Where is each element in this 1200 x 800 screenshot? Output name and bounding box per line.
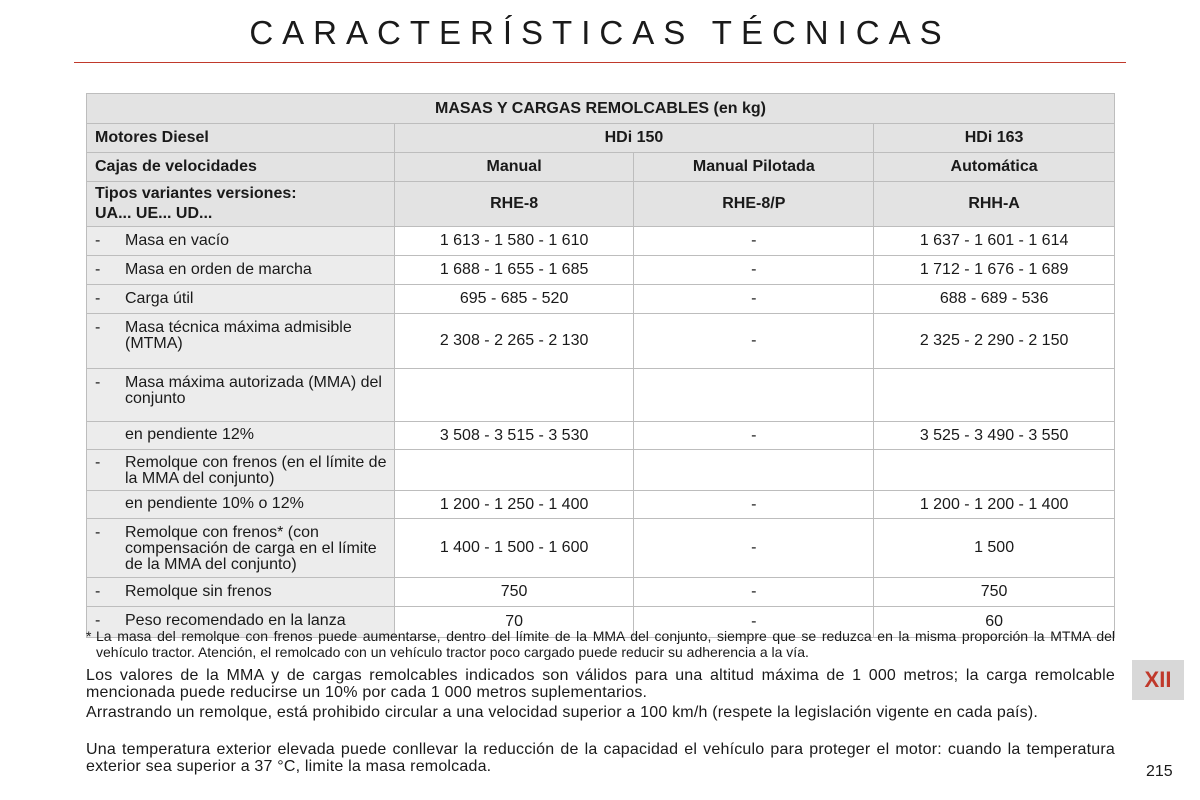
- value-rhha: [874, 450, 1115, 491]
- value-rhe8p: -: [634, 227, 874, 256]
- value-rhe8: 3 508 - 3 515 - 3 530: [394, 422, 634, 450]
- value-rhha: 750: [874, 578, 1115, 607]
- value-rhe8: 1 200 - 1 250 - 1 400: [394, 491, 634, 519]
- row-dash: -: [95, 261, 101, 278]
- value-rhe8: [394, 369, 634, 422]
- value-rhha: [874, 369, 1115, 422]
- row-dash: -: [95, 524, 101, 541]
- value-rhha: 1 200 - 1 200 - 1 400: [874, 491, 1115, 519]
- gearbox-label: Cajas de velocidades: [87, 153, 395, 182]
- row-label: Masa técnica máxima admisible (MTMA): [125, 319, 352, 352]
- row-label: Remolque con frenos (en el límite de la MMA del conjunto): [125, 454, 387, 487]
- row-dash: -: [95, 454, 101, 471]
- row-dash: -: [95, 290, 101, 307]
- table-row: [87, 491, 1115, 519]
- value-rhha: 1 500: [874, 519, 1115, 578]
- title-divider: [74, 62, 1126, 63]
- value-rhe8: 750: [394, 578, 634, 607]
- row-dash: -: [95, 232, 101, 249]
- footnote-text: La masa del remolque con frenos puede aumentarse, dentro del límite de la MMA del conjunto, siempre que se reduzca en la misma proporción la MTMA del vehículo tractor. Atención, el remolcado con un vehículo tractor poco cargado puede reducir su adherencia a la vía.: [96, 628, 1115, 660]
- gearbox-manual: Manual: [394, 153, 634, 182]
- motor-hdi163: HDi 163: [874, 124, 1115, 153]
- gearbox-manual-pilotada: Manual Pilotada: [634, 153, 874, 182]
- table-row: [87, 256, 1115, 285]
- page-number: 215: [1146, 763, 1173, 780]
- motor-hdi150: HDi 150: [394, 124, 873, 153]
- row-dash: -: [95, 319, 101, 336]
- variants-label: [87, 182, 395, 227]
- value-rhe8: 1 613 - 1 580 - 1 610: [394, 227, 634, 256]
- value-rhe8p: -: [634, 285, 874, 314]
- value-rhha: 2 325 - 2 290 - 2 150: [874, 314, 1115, 369]
- table-row: [87, 450, 1115, 491]
- variant-rhe8p: RHE-8/P: [634, 182, 874, 227]
- variant-rhe8: RHE-8: [394, 182, 634, 227]
- table-row: [87, 369, 1115, 422]
- value-rhe8: 1 400 - 1 500 - 1 600: [394, 519, 634, 578]
- row-label: Peso recomendado en la lanza: [125, 612, 346, 629]
- variant-rhha: RHH-A: [874, 182, 1115, 227]
- towing-mass-table: [86, 93, 1115, 638]
- motor-label: Motores Diesel: [87, 124, 395, 153]
- table-title: MASAS Y CARGAS REMOLCABLES (en kg): [87, 94, 1115, 124]
- value-rhe8: [394, 450, 634, 491]
- value-rhha: 1 712 - 1 676 - 1 689: [874, 256, 1115, 285]
- value-rhe8p: -: [634, 491, 874, 519]
- row-label: Masa en vacío: [125, 232, 230, 249]
- row-label: Masa máxima autorizada (MMA) del conjunto: [125, 374, 382, 407]
- value-rhe8p: -: [634, 578, 874, 607]
- table-row: [87, 422, 1115, 450]
- value-rhha: 60: [874, 607, 1115, 638]
- paragraph-temperature: Una temperatura exterior elevada puede conllevar la reducción de la capacidad el vehículo para proteger el motor: cuando la temperatura exterior sea superior a 37 °C, limite la masa remolcada.: [86, 741, 1115, 775]
- footnote-marker: *: [86, 628, 92, 644]
- value-rhe8p: -: [634, 256, 874, 285]
- row-label: Masa en orden de marcha: [125, 261, 312, 278]
- row-dash: -: [95, 612, 101, 629]
- value-rhha: 3 525 - 3 490 - 3 550: [874, 422, 1115, 450]
- row-dash: -: [95, 374, 101, 391]
- value-rhha: 688 - 689 - 536: [874, 285, 1115, 314]
- variants-label-line1: Tipos variantes versiones:: [95, 185, 297, 202]
- table-row: [87, 578, 1115, 607]
- page-title: CARACTERÍSTICAS TÉCNICAS: [249, 14, 951, 51]
- chapter-tab: XII: [1132, 660, 1184, 700]
- value-rhe8: 695 - 685 - 520: [394, 285, 634, 314]
- value-rhe8: 70: [394, 607, 634, 638]
- row-dash: [95, 427, 125, 443]
- value-rhe8p: [634, 369, 874, 422]
- row-label: Carga útil: [125, 290, 194, 307]
- row-dash: -: [95, 583, 101, 600]
- row-label: Remolque sin frenos: [125, 583, 272, 600]
- row-dash: [95, 496, 125, 512]
- value-rhha: 1 637 - 1 601 - 1 614: [874, 227, 1115, 256]
- table-row: [87, 227, 1115, 256]
- paragraph-altitude: Los valores de la MMA y de cargas remolcables indicados son válidos para una altitud máxima de 1 000 metros; la carga remolcable mencionada puede reducirse un 10% por cada 1 000 metros suplementarios.: [86, 667, 1115, 701]
- row-label: en pendiente 10% o 12%: [125, 495, 304, 512]
- value-rhe8p: -: [634, 314, 874, 369]
- value-rhe8: 2 308 - 2 265 - 2 130: [394, 314, 634, 369]
- table-row: [87, 285, 1115, 314]
- table-row: [87, 314, 1115, 369]
- footnote: [86, 628, 1115, 660]
- value-rhe8p: -: [634, 519, 874, 578]
- value-rhe8: 1 688 - 1 655 - 1 685: [394, 256, 634, 285]
- variants-label-line2: UA... UE... UD...: [95, 205, 213, 222]
- paragraph-speed-limit: Arrastrando un remolque, está prohibido circular a una velocidad superior a 100 km/h (respete la legislación vigente en cada país).: [86, 704, 1039, 721]
- value-rhe8p: -: [634, 607, 874, 638]
- row-label: en pendiente 12%: [125, 426, 254, 443]
- value-rhe8p: -: [634, 422, 874, 450]
- table-row: [87, 519, 1115, 578]
- value-rhe8p: [634, 450, 874, 491]
- gearbox-automatica: Automática: [874, 153, 1115, 182]
- row-label: Remolque con frenos* (con compensación de carga en el límite de la MMA del conjunto): [125, 524, 377, 573]
